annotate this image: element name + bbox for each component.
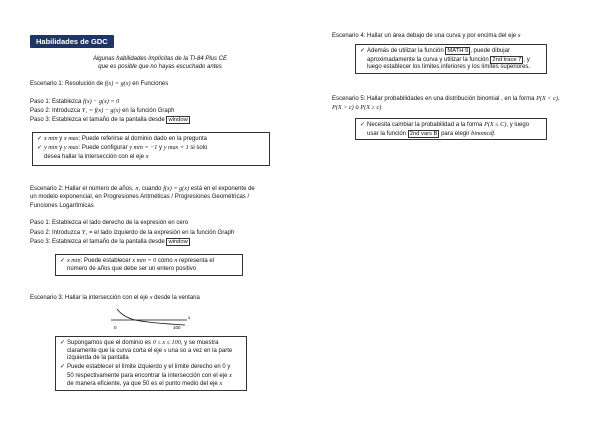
- s1-note-2: ✓ y min y y max: Puede configurar y min = −1 y y max = 1 si solo: [37, 144, 208, 151]
- s1-step-2: Paso 2: Introduzca Y₁ = f(x) − g(x) en la función Graph: [30, 107, 175, 114]
- check-icon: ✓: [360, 122, 366, 128]
- graph-tick-left: 0: [114, 325, 117, 330]
- s1-step-1: Paso 1: Establezca f(x) − g(x) = 0: [30, 98, 120, 105]
- scenario-1-title: Escenario 1: Resolución de f(x) = g(x) en Funciones: [30, 80, 169, 87]
- s5-note-box: [355, 118, 547, 140]
- s3-note-2-line-3: de manera eficiente, ya que 50 es el punto medio del eje x: [67, 380, 223, 387]
- scenario-2-title-line-3: Funciones Logarítmicas: [30, 203, 94, 209]
- intro-line-2: que es posible que no hayas escuchado antes: [98, 64, 222, 70]
- scenario-4-title: Escenario 4: Hallar un área debajo de una curva y por encima del eje x: [332, 32, 521, 39]
- graph-tick-right: 100: [173, 325, 181, 330]
- check-icon: ✓: [37, 145, 43, 151]
- scenario-5-title-line-1: Escenario 5: Hallar probabilidades en una distribución binomial , en la forma P(X < c),: [332, 95, 560, 102]
- check-icon: ✓: [60, 258, 66, 264]
- s2-step-1: Paso 1: Establezca el lado derecho de la expresión en cero: [30, 220, 189, 226]
- scenario-5-title-line-2: P(X > c) o P(X ≥ c): [332, 104, 382, 111]
- s4-note-line-3: luego establecer los límites inferiores y los límites superiores.: [367, 64, 531, 70]
- check-icon: ✓: [60, 364, 66, 370]
- s1-step-3: Paso 3: Establezca el tamaño de la pantalla desde window: [30, 117, 188, 123]
- s3-note-2-line-1: ✓ Puede establecer el límite izquierdo y el límite derecho en 0 y: [60, 364, 231, 370]
- s5-note-line-2: usar la función 2nd vars B para elegir binomcdf.: [367, 129, 496, 137]
- s3-note-1-line-1: ✓ Supongamos que el dominio es 0 ≤ x ≤ 100, y se muestra: [60, 339, 219, 346]
- scenario-2-title-line-1: Escenario 2: Hallar el número de años, n, cuando f(x) = g(x) está en el exponente de: [30, 185, 255, 192]
- s3-note-2-line-2: 50 respectivamente para encontrar la intersección con el eje x: [67, 372, 232, 379]
- s2-note-line-1: ✓ x min: Puede establecer x min = 0 como n representa el: [60, 257, 215, 264]
- s3-note-1-line-3: izquierda de la pantalla: [67, 355, 129, 361]
- check-icon: ✓: [60, 340, 66, 346]
- s1-note-1: ✓ x min y x max: Puede referirse al dominio dado en la pregunta: [37, 135, 207, 142]
- s3-note-box: [55, 336, 247, 391]
- intersection-graph: [105, 305, 195, 331]
- check-icon: ✓: [360, 48, 366, 54]
- s4-note-line-2: aproximadamente la curva y utilizar la función 2nd trace 7 , y: [367, 56, 530, 63]
- s1-note-box: [32, 132, 270, 166]
- check-icon: ✓: [37, 136, 43, 142]
- s5-note-line-1: ✓ Necesita cambiar la probabilidad a la forma P(X ≤ C), y luego: [360, 121, 530, 128]
- 2nd-trace-7-key: 2nd trace 7: [492, 56, 522, 63]
- s2-note-box: [55, 254, 243, 276]
- 2nd-vars-b-key: 2nd vars B: [409, 130, 438, 137]
- s1-note-3: desea hallar la intersección con el eje x: [44, 153, 149, 160]
- window-key: window: [168, 117, 188, 123]
- scenario-2-title-line-2: un modelo exponencial, en Progresiones Aritméticas / Progresiones Geométricas /: [30, 194, 250, 200]
- scenario-3-title: Escenario 3: Hallar la intersección con el eje x desde la ventana: [30, 294, 200, 301]
- s2-step-2: Paso 2: Introduzca Y₁ = el lado izquierdo de la expresión en la función Graph: [30, 229, 235, 236]
- s2-step-3: Paso 3: Establezca el tamaño de la pantalla desde window: [30, 239, 188, 245]
- graph-curve: [117, 309, 185, 325]
- s4-note-box: [355, 44, 547, 74]
- s4-note-line-1: ✓ Además de utilizar la función MATH 9 , puede dibujar: [360, 48, 510, 54]
- s2-note-line-2: número de años que debe ser un entero positivo: [67, 266, 197, 272]
- math-9-key: MATH 9: [447, 48, 469, 54]
- graph-x-label: x: [188, 316, 191, 321]
- s3-note-1-line-2: claramente que la curva corta el eje x una so a vez en la parte: [67, 347, 233, 354]
- intro-line-1: Algunas habilidades implícitas de la TI-84 Plus CE: [92, 56, 228, 62]
- window-key: window: [168, 239, 188, 245]
- section-badge: Habilidades de GDC: [30, 35, 114, 48]
